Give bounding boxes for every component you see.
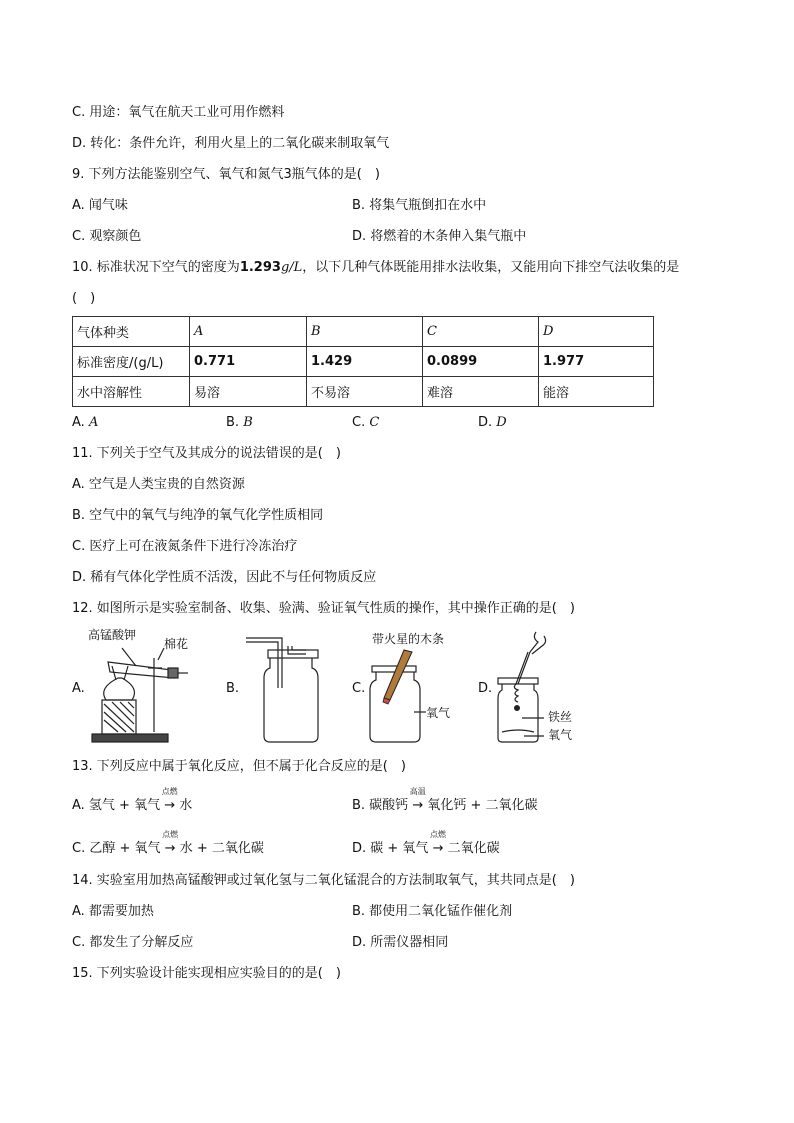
q10-stem-before: 10. 标准状况下空气的密度为 <box>72 260 240 275</box>
reaction-condition: 点燃 <box>430 830 447 839</box>
q15-stem: 15. 下列实验设计能实现相应实验目的的是( ) <box>72 966 341 981</box>
q10-option-c: C. C <box>352 415 380 430</box>
q14-option-c: C. 都发生了分解反应 <box>72 935 194 950</box>
q11-option-c: C. 医疗上可在液氮条件下进行冷冻治疗 <box>72 539 298 554</box>
table-cell: 1.977 <box>539 347 654 377</box>
reaction-arrow: → <box>164 841 176 856</box>
q9-option-c: C. 观察颜色 <box>72 229 142 244</box>
q12-option-d-label: D. <box>478 681 493 696</box>
q11-stem: 11. 下列关于空气及其成分的说法错误的是( ) <box>72 446 341 461</box>
q10-stem-after: ，以下几种气体既能用排水法收集，又能用向下排空气法收集的是 <box>302 260 680 275</box>
label-oxygen-c: 氧气 <box>426 706 451 720</box>
label-cotton: 棉花 <box>164 637 189 651</box>
q9-option-a: A. 闻气味 <box>72 198 128 213</box>
table-cell: 易溶 <box>190 377 307 407</box>
q14-option-b: B. 都使用二氧化锰作催化剂 <box>352 904 513 919</box>
label-potassium-permanganate: 高锰酸钾 <box>88 628 137 642</box>
table-cell: D <box>539 317 654 347</box>
table-cell: 0.0899 <box>423 347 539 377</box>
q13-option-b: B. 碳酸钙 高温 → 氧化钙 + 二氧化碳 <box>352 787 538 813</box>
reaction-arrow: → <box>412 798 424 813</box>
q10-option-d: D. D <box>478 415 507 430</box>
q10-stem-paren: ( ) <box>72 291 96 306</box>
q11-option-b: B. 空气中的氧气与纯净的氧气化学性质相同 <box>72 508 324 523</box>
label-glowing-splint: 带火星的木条 <box>372 632 445 646</box>
q10-option-a: A. A <box>72 415 99 430</box>
gas-collection-bottle-figure <box>246 632 336 746</box>
q9-option-d: D. 将燃着的木条伸入集气瓶中 <box>352 229 527 244</box>
reaction-condition: 点燃 <box>162 830 179 839</box>
reaction-condition: 高温 <box>409 787 426 796</box>
iron-combustion-figure <box>492 628 556 746</box>
q8-option-d: D. 转化：条件允许，利用火星上的二氧化碳来制取氧气 <box>72 136 390 151</box>
table-cell: 难溶 <box>423 377 539 407</box>
table-cell: 能溶 <box>539 377 654 407</box>
table-row-head: 水中溶解性 <box>73 377 190 407</box>
q14-option-d: D. 所需仪器相同 <box>352 935 449 950</box>
table-row <box>73 317 654 347</box>
q11-option-a: A. 空气是人类宝贵的自然资源 <box>72 477 245 492</box>
q13-option-c: C. 乙醇 + 氧气 点燃 → 水 + 二氧化碳 <box>72 830 264 856</box>
table-cell: B <box>307 317 423 347</box>
q10-option-b: B. B <box>226 415 253 430</box>
reaction-arrow: → <box>164 798 176 813</box>
table-cell: 1.429 <box>307 347 423 377</box>
q10-density-unit: g/L <box>280 260 303 275</box>
gas-property-table <box>72 316 654 407</box>
q12-option-b-label: B. <box>226 681 240 696</box>
q14-option-a: A. 都需要加热 <box>72 904 154 919</box>
q10-density-value: 1.293 <box>239 260 281 275</box>
q12-option-a-label: A. <box>72 681 85 696</box>
q12-stem: 12. 如图所示是实验室制备、收集、验满、验证氧气性质的操作，其中操作正确的是( ) <box>72 601 575 616</box>
table-row-head: 标准密度/(g/L) <box>73 347 190 377</box>
q10-stem <box>72 259 679 277</box>
q12-option-c-label: C. <box>352 681 366 696</box>
reaction-arrow: → <box>432 841 444 856</box>
label-oxygen-d: 氧气 <box>548 728 573 742</box>
reaction-condition: 点燃 <box>161 787 178 796</box>
q13-option-d: D. 碳 + 氧气 点燃 → 二氧化碳 <box>352 830 500 856</box>
q9-option-b: B. 将集气瓶倒扣在水中 <box>352 198 487 213</box>
q8-option-c: C. 用途：氧气在航天工业可用作燃料 <box>72 105 285 120</box>
q13-option-a: A. 氢气 + 氧气 点燃 → 水 <box>72 787 193 813</box>
heating-apparatus-figure <box>88 642 198 746</box>
table-cell: 0.771 <box>190 347 307 377</box>
table-cell: 不易溶 <box>307 377 423 407</box>
q9-stem: 9. 下列方法能鉴别空气、氧气和氮气3瓶气体的是( ) <box>72 167 380 182</box>
q13-stem: 13. 下列反应中属于氧化反应，但不属于化合反应的是( ) <box>72 759 406 774</box>
table-row-head: 气体种类 <box>73 317 190 347</box>
q11-option-d: D. 稀有气体化学性质不活泼，因此不与任何物质反应 <box>72 570 377 585</box>
table-cell: C <box>423 317 539 347</box>
table-row <box>73 377 654 407</box>
splint-test-figure <box>364 646 464 746</box>
table-row <box>73 347 654 377</box>
table-cell: A <box>190 317 307 347</box>
label-iron-wire: 铁丝 <box>548 710 573 724</box>
q14-stem: 14. 实验室用加热高锰酸钾或过氧化氢与二氧化锰混合的方法制取氧气，其共同点是( ) <box>72 873 575 888</box>
